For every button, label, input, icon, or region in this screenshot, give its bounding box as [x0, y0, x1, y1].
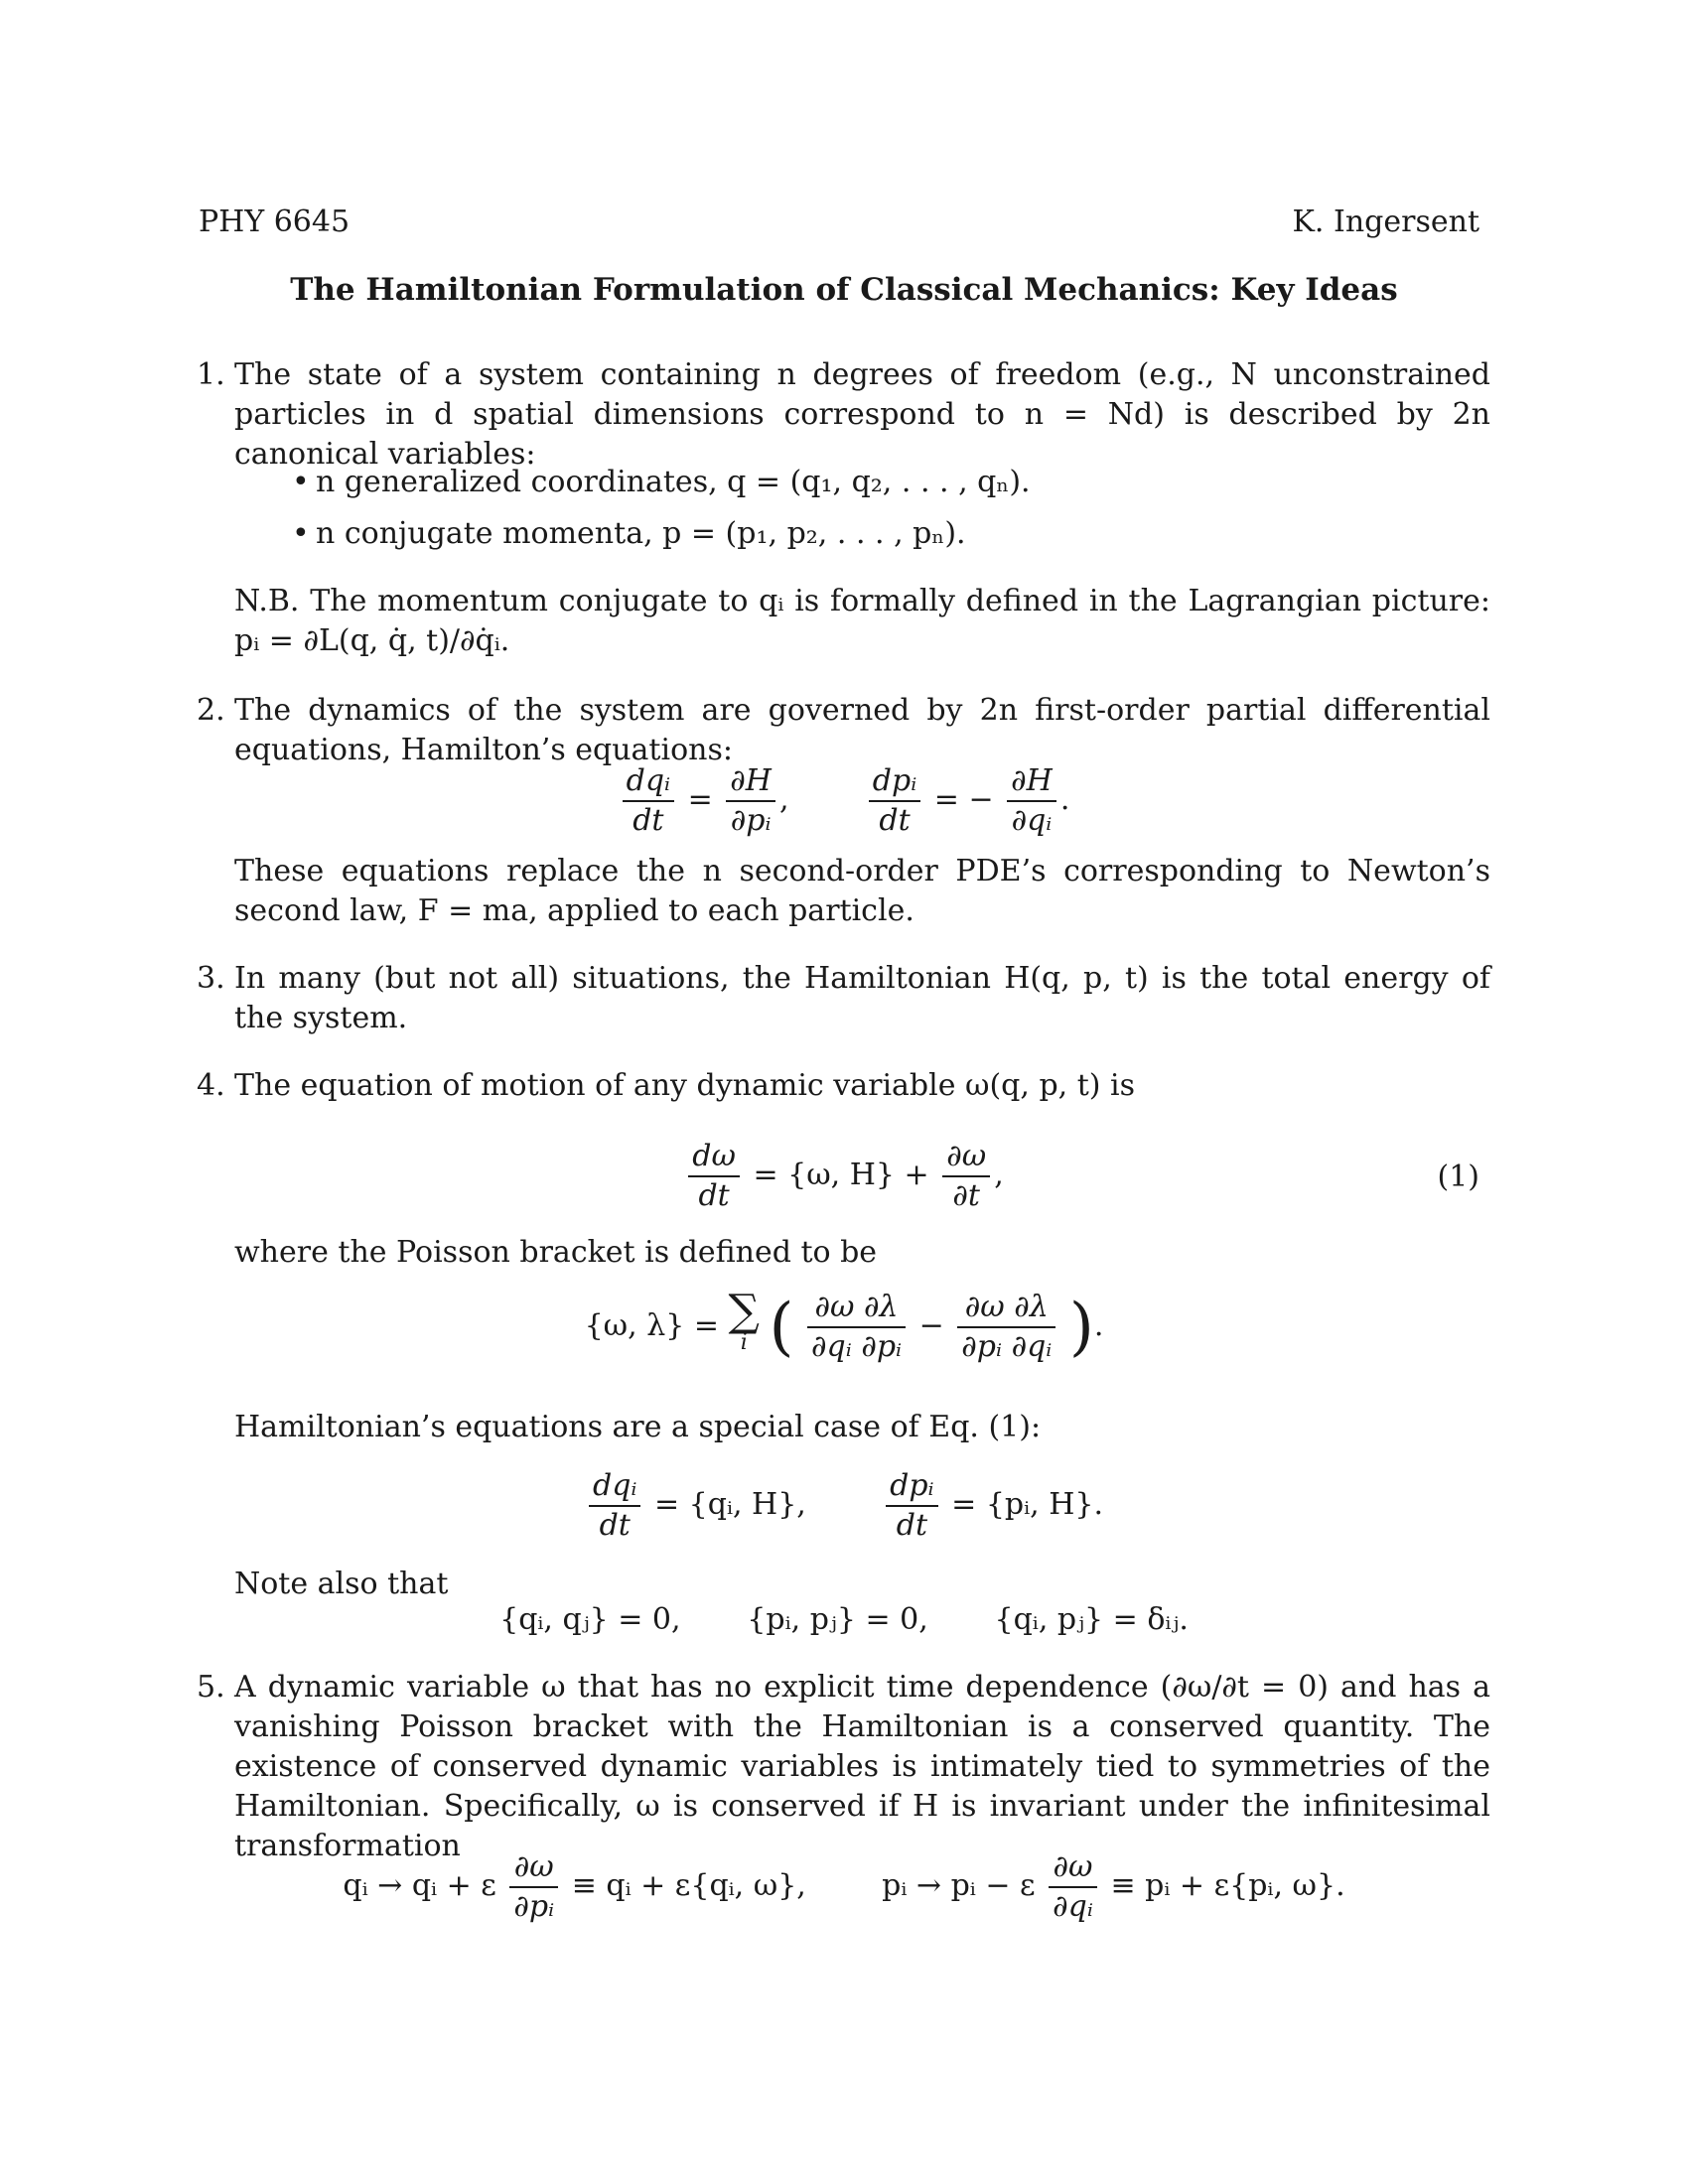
- item-number: 3.: [197, 961, 225, 996]
- note-text: N.B. The momentum conjugate to qᵢ is formally defined in the Lagrangian picture: pᵢ = ∂L(q, q̇, t)/∂q̇ᵢ.: [234, 584, 1490, 658]
- item-text: A dynamic variable ω that has no explicit time dependence (∂ω/∂t = 0) and has a vanishing Poisson bracket with the Hamiltonian is a conserved quantity. The existence of conserved dynamic variables is intimately tied to symmetries of the Hamiltonian. Specifically, ω is conserved if H is invariant under the infinitesimal transformation: [234, 1670, 1490, 1863]
- page-title: The Hamiltonian Formulation of Classical Mechanics: Key Ideas: [290, 272, 1398, 308]
- list-item-1: [197, 355, 1490, 475]
- fraction: $\frac{\partial H}{\text{∂qᵢ}}$: [1007, 762, 1056, 840]
- equation-of-motion: $\frac{d\omega}{dt}$ = {ω, H} + $\frac{\partial\omega}{\partial t}$ ,: [0, 1138, 1688, 1215]
- list-item-5: [197, 1668, 1490, 1866]
- item-number: 1.: [197, 357, 225, 392]
- item-number: 2.: [197, 693, 225, 728]
- poisson-intro: where the Poisson bracket is defined to be: [234, 1235, 878, 1270]
- fraction: $\frac{\text{dqᵢ}}{dt}$: [623, 762, 674, 840]
- fraction: $\frac{\text{dpᵢ}}{dt}$: [869, 762, 920, 840]
- item-text: The equation of motion of any dynamic variable ω(q, p, t) is: [234, 1068, 1136, 1103]
- bullet-icon: •: [292, 465, 310, 499]
- canonical-brackets: {qᵢ, qⱼ} = 0, {pᵢ, pⱼ} = 0, {qᵢ, pⱼ} = δᵢⱼ.: [499, 1602, 1189, 1637]
- fraction: $\frac{\text{dqᵢ}}{dt}$: [589, 1467, 640, 1545]
- hamilton-equations: $\frac{\text{dqᵢ}}{dt}$ = $\frac{\partial H}{\text{∂pᵢ}}$ , $\frac{\text{dpᵢ}}{dt}$ = − $\frac{\partial H}{\text{∂qᵢ}}$ .: [0, 762, 1688, 840]
- note-also: Note also that: [234, 1567, 449, 1601]
- fraction: $\frac{\text{dpᵢ}}{dt}$: [886, 1467, 937, 1545]
- item-2-after: [234, 852, 1490, 931]
- fraction: $\frac{\partial\omega \partial\lambda}{\text{∂qᵢ ∂pᵢ}}$: [807, 1289, 906, 1366]
- fraction: $\frac{\partial\omega}{\text{∂qᵢ}}$: [1049, 1848, 1097, 1926]
- bullet-text: n generalized coordinates, q = (q₁, q₂, . . . , qₙ).: [316, 465, 1031, 499]
- item-number: 5.: [197, 1670, 225, 1705]
- list-item-4: [197, 1066, 1490, 1106]
- fraction: $\frac{\partial\omega}{\partial t}$: [942, 1138, 990, 1215]
- special-case-equations: $\frac{\text{dqᵢ}}{dt}$ = {qᵢ, H}, $\frac{\text{dpᵢ}}{dt}$ = {pᵢ, H}.: [0, 1467, 1688, 1545]
- bullet-icon: •: [292, 516, 310, 551]
- sum-symbol: ∑ i: [728, 1286, 760, 1355]
- after-text: These equations replace the n second-order PDE’s corresponding to Newton’s second law, F = ma, applied to each particle.: [234, 854, 1490, 928]
- item-number: 4.: [197, 1068, 225, 1103]
- poisson-bracket-definition: {ω, λ} = ∑ i ( $\frac{\partial\omega \partial\lambda}{\text{∂qᵢ ∂pᵢ}}$ − $\frac{\partial\omega \partial\lambda}{\text{∂pᵢ ∂qᵢ}}$ ).: [584, 1286, 1104, 1364]
- fraction: $\frac{\partial\omega \partial\lambda}{\text{∂pᵢ ∂qᵢ}}$: [957, 1289, 1055, 1366]
- fraction: $\frac{d\omega}{dt}$: [688, 1138, 740, 1215]
- bullet-text: n conjugate momenta, p = (p₁, p₂, . . . , pₙ).: [316, 516, 966, 551]
- special-case-intro: Hamiltonian’s equations are a special case of Eq. (1):: [234, 1410, 1042, 1444]
- fraction: $\frac{\partial H}{\text{∂pᵢ}}$: [726, 762, 775, 840]
- list-item-3: [197, 959, 1490, 1038]
- author-name: K. Ingersent: [1292, 205, 1479, 239]
- bullet-item-coordinates: [292, 463, 1031, 502]
- course-code: PHY 6645: [199, 205, 351, 239]
- equation-number: (1): [1437, 1160, 1479, 1194]
- infinitesimal-transformation: qᵢ → qᵢ + ε $\frac{\partial\omega}{\text{∂pᵢ}}$ ≡ qᵢ + ε{qᵢ, ω}, pᵢ → pᵢ − ε $\frac{\partial\omega}{\text{∂qᵢ}}$ ≡ pᵢ + ε{pᵢ, ω}.: [343, 1849, 1345, 1924]
- item-text: The state of a system containing n degrees of freedom (e.g., N unconstrained particles in d spatial dimensions correspond to n = Nd) is described by 2n canonical variables:: [234, 357, 1490, 472]
- item-text: In many (but not all) situations, the Hamiltonian H(q, p, t) is the total energy of the system.: [234, 961, 1490, 1035]
- fraction: $\frac{\partial\omega}{\text{∂pᵢ}}$: [509, 1848, 558, 1926]
- note-paragraph: [234, 582, 1490, 661]
- item-text: The dynamics of the system are governed by 2n first-order partial differential equations, Hamilton’s equations:: [234, 693, 1490, 767]
- list-item-2: [197, 691, 1490, 770]
- bullet-item-momenta: [292, 514, 966, 554]
